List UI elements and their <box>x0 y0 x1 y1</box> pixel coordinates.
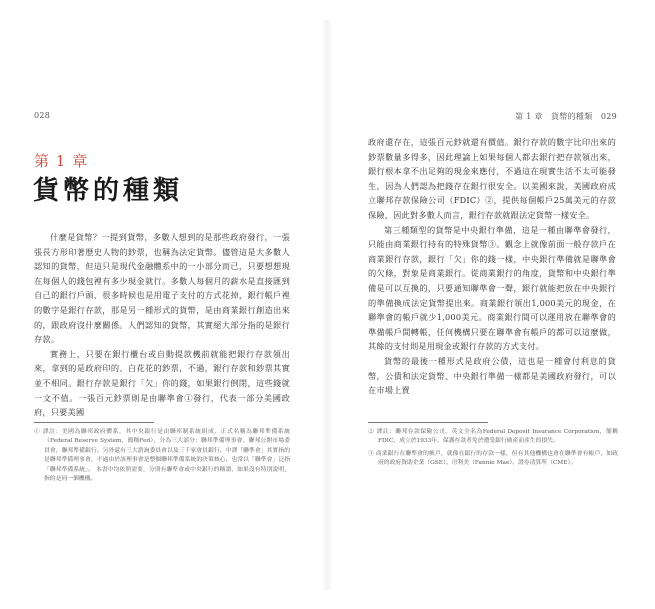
paragraph: 什麼是貨幣？一提到貨幣，多數人想到的是那些政府發行，一張張長方形印著歷史人物的鈔票，也稱為法定貨幣。儘管這是大多數人認知的貨幣，但這只是現代金融體系中的一小部分而已，只要想想現在每個人的錢包裡有多少現金就行。多數人每個月的薪水是直接匯到自己的銀行戶頭，很多時候也是用電子支付的方式花掉，銀行帳戶裡的數字是銀行存款，那是另一種形式的貨幣，是由商業銀行創造出來的，跟政府沒什麼關係。人們認知的貨幣，其實絕大部分指的是銀行存款。 <box>34 232 290 345</box>
right-footnotes <box>368 428 618 472</box>
paragraph: 政府還存在，這張百元鈔就還有價值。銀行存款的數字比印出來的鈔票數量多得多，因此理論上如果每個人都去銀行把存款領出來，銀行根本拿不出足夠的現金來應付，不過這在現實生活不太可能發生，因為人們認為把錢存在銀行很安全。以美國來說，美國政府成立聯邦存款保險公司（FDIC）②，提供每個帳戶25萬美元的存款保險，因此對多數人而言，銀行存款就跟法定貨幣一樣安全。 <box>368 137 616 220</box>
footnote-divider <box>368 422 488 423</box>
paragraph: 實務上，只要在銀行櫃台或自動提款機前就能把銀行存款領出來，拿到的是政府印的、白花花的鈔票，不過，銀行存款和鈔票其實並不相同。銀行存款是銀行「欠」你的錢，如果銀行倒閉，這些錢就一文不值。一張百元鈔票則是由聯準會①發行，代表一部分美國政府，只要美國 <box>34 348 290 418</box>
footnote: ③ 商業銀行在聯準會的帳戶，就像在銀行的存款一樣，但有其他機構也會在聯準會有帳戶，如政府的政府資助企業（GSE）、房利美（Fannie Mae）、證券清算所（CME）。 <box>368 450 618 467</box>
paragraph: 貨幣的最後一種形式是政府公債，這也是一種會付利息的貨幣，公債和法定貨幣、中央銀行準備一樣都是美國政府發行，可以在市場上賣 <box>368 355 616 396</box>
left-body-text <box>34 230 290 420</box>
footnote: ② 譯註：聯邦存款保險公司，英文全名為Federal Deposit Insurance Corporation，簡稱FDIC，成立於1933年，保護存款者免於遭受銀行破產而產生的損失。 <box>368 429 618 445</box>
page-number-left: 028 <box>34 111 51 120</box>
footnote-divider <box>34 422 154 423</box>
running-header-right: 第 1 章 貨幣的種類 029 <box>515 112 617 121</box>
right-body-text <box>368 135 616 398</box>
right-page <box>328 0 655 609</box>
left-page <box>0 0 327 609</box>
left-footnotes <box>34 428 290 487</box>
chapter-title: 貨幣的種類 <box>33 176 184 206</box>
footnote: ① 譯註：美國為聯邦政府體系，其中央銀行是由聯邦制系統組成，正式名稱為聯邦準備系統（Federal Reserve System，簡稱Fed），分為三大部分：聯邦準備理事會、聯邦公開市場委員會，聯邦準備銀行。另外還有三大諮詢委員會以及三千家會員銀行。中譯「聯準會」其實指的是聯邦準備理事會，不過由於該理事會是整個聯邦準備系統的決策核心，也常以「聯準會」泛指「聯邦準備系統」。 本書中均依照需要，分別有聯準會或中央銀行的稱謂，如果沒有特別說明，指的是同一個機構。 <box>34 429 290 483</box>
paragraph: 第三種類型的貨幣是中央銀行準備，這是一種由聯準會發行，只能由商業銀行持有的特殊貨幣③。觀念上就像前面一般存款戶在商業銀行存款，銀行「欠」你的錢一樣，中央銀行準備就是聯準會的欠條，對象是商業銀行。從商業銀行的角度，貨幣和中央銀行準備是可以互換的，只要通知聯準會一聲，銀行就能把放在中央銀行的準備換成法定貨幣提出來。商業銀行領出1,000美元的現金，在聯準會的帳戶就少1,000美元。商業銀行間可以運用放在聯準會的準備帳戶間轉帳，任何機構只要在聯準會有帳戶的都可以這麼做，其餘的支付則是用現金或銀行存款的方式支付。 <box>368 224 616 352</box>
chapter-number: 第 1 章 <box>34 152 89 170</box>
